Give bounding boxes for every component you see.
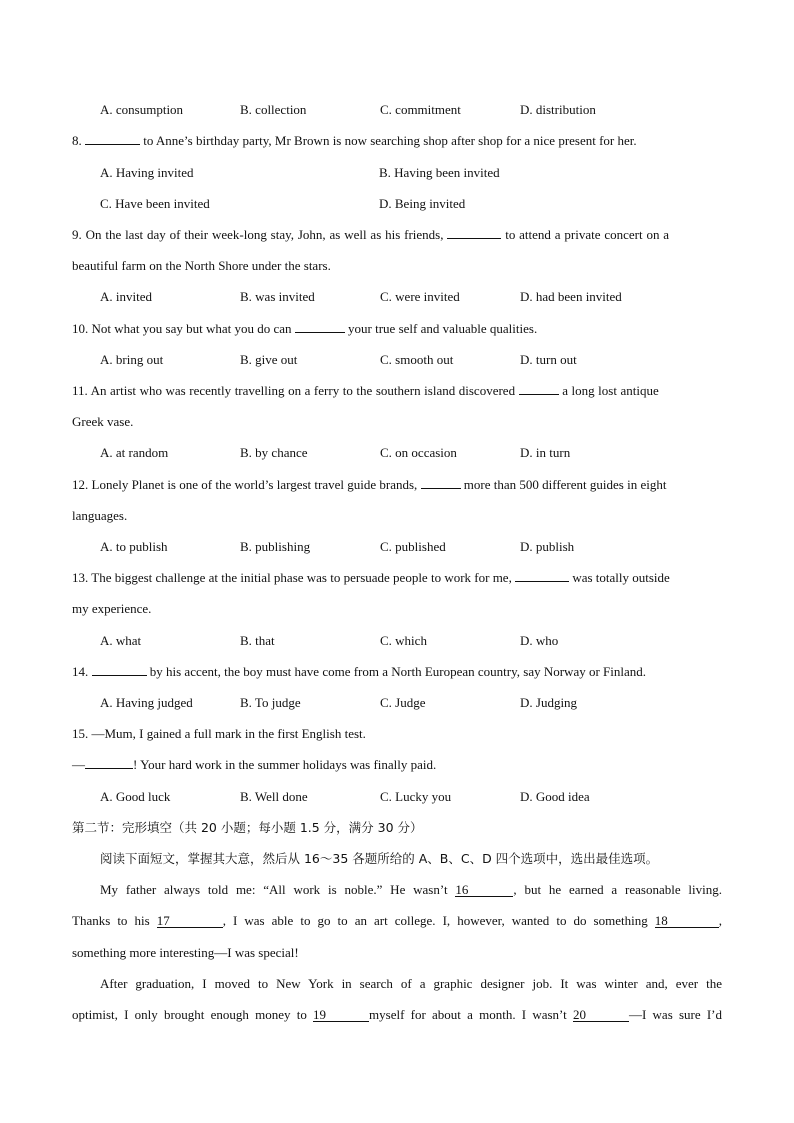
q7-option-c[interactable]: C. commitment (380, 102, 461, 117)
q7-option-b[interactable]: B. collection (240, 102, 307, 117)
passage-line-5 (72, 1007, 722, 1023)
q15-question-line1: 15. —Mum, I gained a full mark in the first English test. (72, 726, 366, 741)
passage-text: , (718, 913, 722, 928)
passage-text: , but he earned a reasonable living. (513, 882, 722, 897)
q9-text-b: to attend a private concert on a (505, 227, 670, 242)
q9-options (100, 289, 740, 305)
q12-options (100, 539, 740, 555)
q10-option-c[interactable]: C. smooth out (380, 352, 454, 367)
q14-number: 14. (72, 664, 89, 679)
q14-option-d[interactable]: D. Judging (520, 695, 578, 710)
q12-option-a[interactable]: A. to publish (100, 539, 168, 554)
q11-text-a: 11. An artist who was recently travelling on a ferry to the southern island discovered (72, 383, 516, 398)
passage-line-4: After graduation, I moved to New York in search of a graphic designer job. It was winter and, ever the (100, 976, 722, 991)
q10-options (100, 352, 740, 368)
q8-option-a[interactable]: A. Having invited (100, 165, 194, 180)
q13-option-d[interactable]: D. who (520, 633, 559, 648)
q15-option-b[interactable]: B. Well done (240, 789, 308, 804)
q11-blank[interactable] (519, 383, 559, 395)
q15-option-d[interactable]: D. Good idea (520, 789, 590, 804)
q14-blank[interactable] (92, 664, 147, 676)
q12-text-b: more than 500 different guides in eight (463, 477, 667, 492)
q11-option-c[interactable]: C. on occasion (380, 445, 457, 460)
q9-blank[interactable] (447, 227, 501, 239)
section-heading: 第二节：完形填空（共 20 小题；每小题 1.5 分，满分 30 分） (72, 820, 423, 835)
q13-option-a[interactable]: A. what (100, 633, 142, 648)
q14-option-c[interactable]: C. Judge (380, 695, 426, 710)
q9-question-line2: beautiful farm on the North Shore under the stars. (72, 258, 331, 273)
q14-option-a[interactable]: A. Having judged (100, 695, 193, 710)
q8-option-c[interactable]: C. Have been invited (100, 196, 210, 211)
q13-options (100, 633, 740, 649)
q10-text-a: 10. Not what you say but what you do can (72, 321, 292, 336)
passage-line-3: something more interesting—I was special! (72, 945, 299, 960)
q10-text-b: your true self and valuable qualities. (348, 321, 538, 336)
passage-line-1 (100, 882, 722, 898)
q12-question-line1 (72, 477, 722, 493)
q11-option-d[interactable]: D. in turn (520, 445, 571, 460)
q10-option-a[interactable]: A. bring out (100, 352, 164, 367)
q8-option-b[interactable]: B. Having been invited (379, 165, 500, 180)
q14-text: by his accent, the boy must have come from a North European country, say Norway or Finland. (149, 664, 647, 679)
q13-option-b[interactable]: B. that (240, 633, 275, 648)
blank-18[interactable]: 18 (655, 914, 719, 928)
blank-20[interactable]: 20 (573, 1008, 629, 1022)
q7-options (100, 102, 740, 118)
q13-text-b: was totally outside (572, 570, 670, 585)
q9-option-c[interactable]: C. were invited (380, 289, 460, 304)
q14-question (72, 664, 722, 680)
q7-option-a[interactable]: A. consumption (100, 102, 184, 117)
blank-17[interactable]: 17 (157, 914, 223, 928)
q15-text: ! Your hard work in the summer holidays was finally paid. (133, 757, 437, 772)
q13-question-line2: my experience. (72, 601, 152, 616)
q9-question-line1 (72, 227, 722, 243)
passage-text: My father always told me: “All work is noble.” He wasn’t (100, 882, 448, 897)
q15-question-line2 (72, 757, 722, 773)
q12-option-c[interactable]: C. published (380, 539, 446, 554)
q11-text-b: a long lost antique (562, 383, 659, 398)
q13-blank[interactable] (515, 570, 569, 582)
q8-blank[interactable] (85, 133, 140, 145)
q11-option-a[interactable]: A. at random (100, 445, 169, 460)
q13-option-c[interactable]: C. which (380, 633, 427, 648)
q10-option-b[interactable]: B. give out (240, 352, 298, 367)
q9-option-b[interactable]: B. was invited (240, 289, 315, 304)
q8-options-row2 (100, 196, 740, 212)
passage-text: , I was able to go to an art college. I, however, wanted to do something (222, 913, 648, 928)
passage-text: Thanks to his (72, 913, 150, 928)
q11-question-line1 (72, 383, 722, 399)
q12-blank[interactable] (421, 477, 461, 489)
q8-text: to Anne’s birthday party, Mr Brown is now searching shop after shop for a nice present for her. (143, 133, 637, 148)
passage-text: —I was sure I’d (629, 1007, 723, 1022)
q10-option-d[interactable]: D. turn out (520, 352, 577, 367)
q14-option-b[interactable]: B. To judge (240, 695, 301, 710)
q8-option-d[interactable]: D. Being invited (379, 196, 466, 211)
q13-text-a: 13. The biggest challenge at the initial phase was to persuade people to work for me, (72, 570, 512, 585)
q11-options (100, 445, 740, 461)
q8-options-row1 (100, 165, 740, 181)
q13-question-line1 (72, 570, 722, 586)
q10-blank[interactable] (295, 321, 345, 333)
q9-option-d[interactable]: D. had been invited (520, 289, 622, 304)
passage-text: myself for about a month. I wasn’t (369, 1007, 567, 1022)
q15-dash: — (72, 757, 85, 772)
q11-option-b[interactable]: B. by chance (240, 445, 308, 460)
q12-option-b[interactable]: B. publishing (240, 539, 311, 554)
q8-question (72, 133, 722, 149)
section-instruction: 阅读下面短文，掌握其大意，然后从 16～35 各题所给的 A、B、C、D 四个选项中，选出最佳选项。 (100, 851, 659, 866)
q12-question-line2: languages. (72, 508, 128, 523)
q12-text-a: 12. Lonely Planet is one of the world’s largest travel guide brands, (72, 477, 418, 492)
blank-16[interactable]: 16 (455, 883, 513, 897)
q7-option-d[interactable]: D. distribution (520, 102, 596, 117)
q9-option-a[interactable]: A. invited (100, 289, 152, 304)
q12-option-d[interactable]: D. publish (520, 539, 575, 554)
q10-question (72, 321, 722, 337)
q8-number: 8. (72, 133, 82, 148)
q15-option-c[interactable]: C. Lucky you (380, 789, 452, 804)
q15-options (100, 789, 740, 805)
q14-options (100, 695, 740, 711)
passage-line-2 (72, 913, 722, 929)
passage-text: optimist, I only brought enough money to (72, 1007, 307, 1022)
q11-question-line2: Greek vase. (72, 414, 134, 429)
q15-option-a[interactable]: A. Good luck (100, 789, 171, 804)
blank-19[interactable]: 19 (313, 1008, 369, 1022)
q9-text-a: 9. On the last day of their week-long stay, John, as well as his friends, (72, 227, 444, 242)
q15-blank[interactable] (85, 757, 133, 769)
